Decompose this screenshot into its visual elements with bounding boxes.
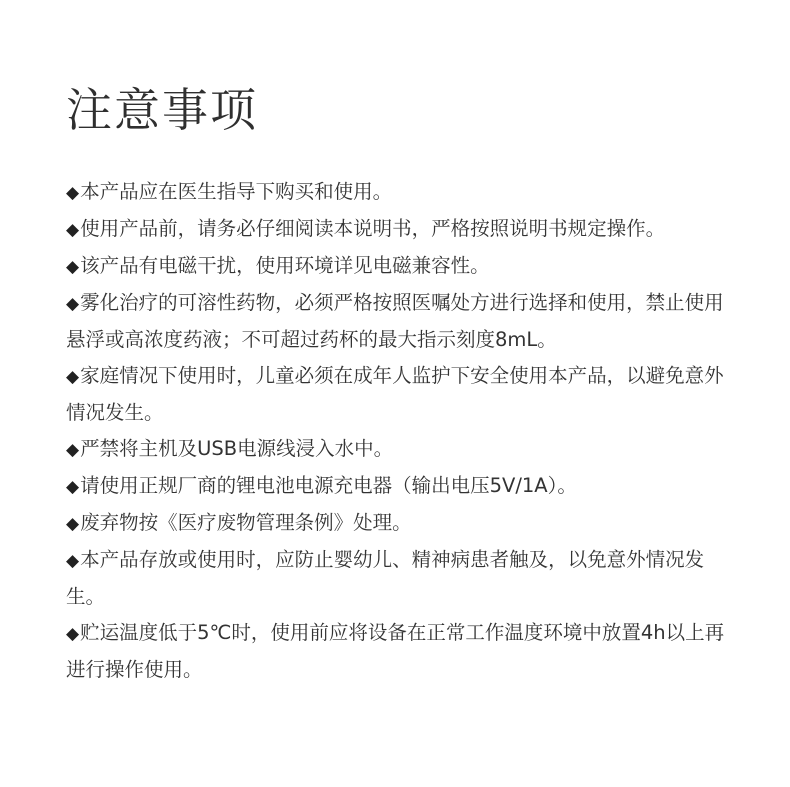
- diamond-bullet-icon: ◆: [66, 257, 80, 277]
- diamond-bullet-icon: ◆: [66, 440, 80, 460]
- diamond-bullet-icon: ◆: [66, 477, 80, 497]
- diamond-bullet-icon: ◆: [66, 220, 80, 240]
- diamond-bullet-icon: ◆: [66, 183, 80, 203]
- list-item-text: 严禁将主机及USB电源线浸入水中。: [80, 437, 394, 460]
- list-item: [66, 211, 732, 248]
- list-item-text: 请使用正规厂商的锂电池电源充电器（输出电压5V/1A）。: [80, 474, 577, 497]
- list-item-text: 废弃物按《医疗废物管理条例》处理。: [80, 511, 412, 534]
- list-item: [66, 174, 732, 211]
- list-item: [66, 431, 732, 468]
- list-item: [66, 615, 732, 688]
- diamond-bullet-icon: ◆: [66, 294, 80, 314]
- diamond-bullet-icon: ◆: [66, 624, 80, 644]
- list-item-text: 贮运温度低于5℃时，使用前应将设备在正常工作温度环境中放置4h以上再进行操作使用。: [66, 621, 725, 681]
- list-item: [66, 468, 732, 505]
- list-item: [66, 248, 732, 285]
- list-item-text: 家庭情况下使用时，儿童必须在成年人监护下安全使用本产品，以避免意外情况发生。: [66, 364, 724, 424]
- list-item: [66, 285, 732, 358]
- diamond-bullet-icon: ◆: [66, 551, 80, 571]
- notice-list: [66, 174, 732, 688]
- list-item-text: 本产品存放或使用时，应防止婴幼儿、精神病患者触及，以免意外情况发生。: [66, 548, 705, 608]
- diamond-bullet-icon: ◆: [66, 514, 80, 534]
- list-item-text: 本产品应在医生指导下购买和使用。: [80, 180, 393, 203]
- diamond-bullet-icon: ◆: [66, 367, 80, 387]
- list-item-text: 雾化治疗的可溶性药物，必须严格按照医嘱处方进行选择和使用，禁止使用悬浮或高浓度药液；不可超过药杯的最大指示刻度8mL。: [66, 291, 724, 351]
- list-item-text: 使用产品前，请务必仔细阅读本说明书，严格按照说明书规定操作。: [80, 217, 666, 240]
- list-item: [66, 505, 732, 542]
- list-item-text: 该产品有电磁干扰，使用环境详见电磁兼容性。: [80, 254, 490, 277]
- page-title: 注意事项: [66, 83, 258, 137]
- list-item: [66, 358, 732, 431]
- list-item: [66, 542, 732, 615]
